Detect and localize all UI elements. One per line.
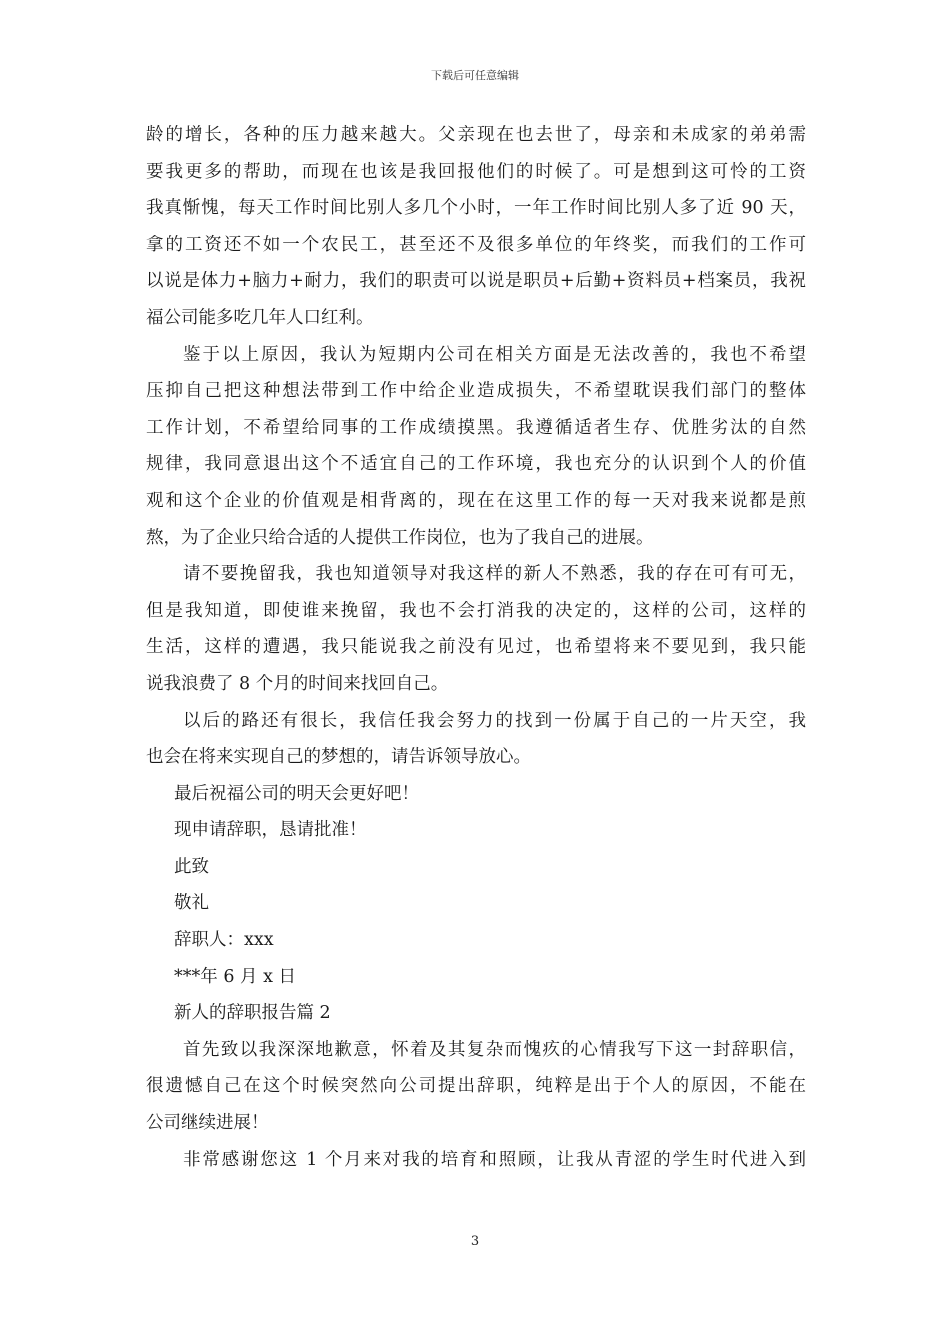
text-line: 首先致以我深深地歉意，怀着及其复杂而愧疚的心情我写下这一封辞职信， (183, 1039, 806, 1060)
text-line: 规律，我同意退出这个不适宜自己的工作环境，我也充分的认识到个人的价值 (146, 454, 806, 475)
text-line: 敬礼 (174, 893, 209, 914)
paragraph (146, 703, 806, 776)
text-line: 此致 (174, 856, 209, 877)
text-line: 要我更多的帮助，而现在也该是我回报他们的时候了。可是想到这可怜的工资 (146, 161, 806, 182)
text-line: 新人的辞职报告篇 2 (174, 1003, 331, 1024)
text-line: 福公司能多吃几年人口红利。 (146, 307, 374, 328)
paragraph (146, 337, 806, 557)
closing-wish (146, 776, 806, 813)
text-line: 我真惭愧，每天工作时间比别人多几个小时，一年工作时间比别人多了近 90 天， (146, 198, 806, 219)
salutation-jingli (146, 885, 806, 922)
paragraph (146, 556, 806, 702)
text-line: 龄的增长，各种的压力越来越大。父亲现在也去世了，母亲和未成家的弟弟需 (146, 125, 806, 145)
text-line: 拿的工资还不如一个农民工，甚至还不及很多单位的年终奖，而我们的工作可 (146, 234, 806, 255)
text-line: 压抑自己把这种想法带到工作中给企业造成损失，不希望耽误我们部门的整体 (146, 381, 806, 402)
salutation-cizhi (146, 849, 806, 886)
date-line (146, 959, 806, 996)
page-header: 下载后可任意编辑 (431, 69, 519, 82)
text-line: 最后祝福公司的明天会更好吧！ (174, 783, 419, 804)
signature-line (146, 922, 806, 959)
text-line: 生活，这样的遭遇，我只能说我之前没有见过，也希望将来不要见到，我只能 (146, 637, 806, 658)
document-body (146, 117, 806, 1178)
text-line: ***年 6 月 x 日 (174, 966, 297, 987)
text-line: 以后的路还有很长，我信任我会努力的找到一份属于自己的一片天空，我 (183, 710, 806, 731)
paragraph (146, 1142, 806, 1179)
text-line: 熬，为了企业只给合适的人提供工作岗位，也为了我自己的进展。 (146, 527, 654, 548)
text-line: 说我浪费了 8 个月的时间来找回自己。 (146, 673, 449, 694)
request-line (146, 812, 806, 849)
page-number: 3 (470, 1234, 480, 1249)
text-line: 很遗憾自己在这个时候突然向公司提出辞职，纯粹是出于个人的原因，不能在 (146, 1076, 806, 1097)
paragraph (146, 117, 806, 337)
text-line: 也会在将来实现自己的梦想的，请告诉领导放心。 (146, 747, 531, 768)
text-line: 公司继续进展！ (146, 1113, 269, 1134)
text-line: 现申请辞职，恳请批准！ (174, 820, 367, 841)
text-line: 以说是体力+脑力+耐力，我们的职责可以说是职员+后勤+资料员+档案员，我祝 (146, 271, 806, 292)
paragraph (146, 1032, 806, 1142)
section-title (146, 995, 806, 1032)
text-line: 非常感谢您这 1 个月来对我的培育和照顾，让我从青涩的学生时代进入到 (183, 1149, 806, 1170)
text-line: 辞职人：xxx (174, 930, 274, 951)
text-line: 请不要挽留我，我也知道领导对我这样的新人不熟悉，我的存在可有可无， (183, 564, 806, 585)
text-line: 但是我知道，即使谁来挽留，我也不会打消我的决定的，这样的公司，这样的 (146, 600, 806, 621)
text-line: 鉴于以上原因，我认为短期内公司在相关方面是无法改善的，我也不希望 (183, 344, 806, 365)
text-line: 观和这个企业的价值观是相背离的，现在在这里工作的每一天对我来说都是煎 (146, 490, 806, 511)
text-line: 工作计划，不希望给同事的工作成绩摸黑。我遵循适者生存、优胜劣汰的自然 (146, 417, 806, 438)
